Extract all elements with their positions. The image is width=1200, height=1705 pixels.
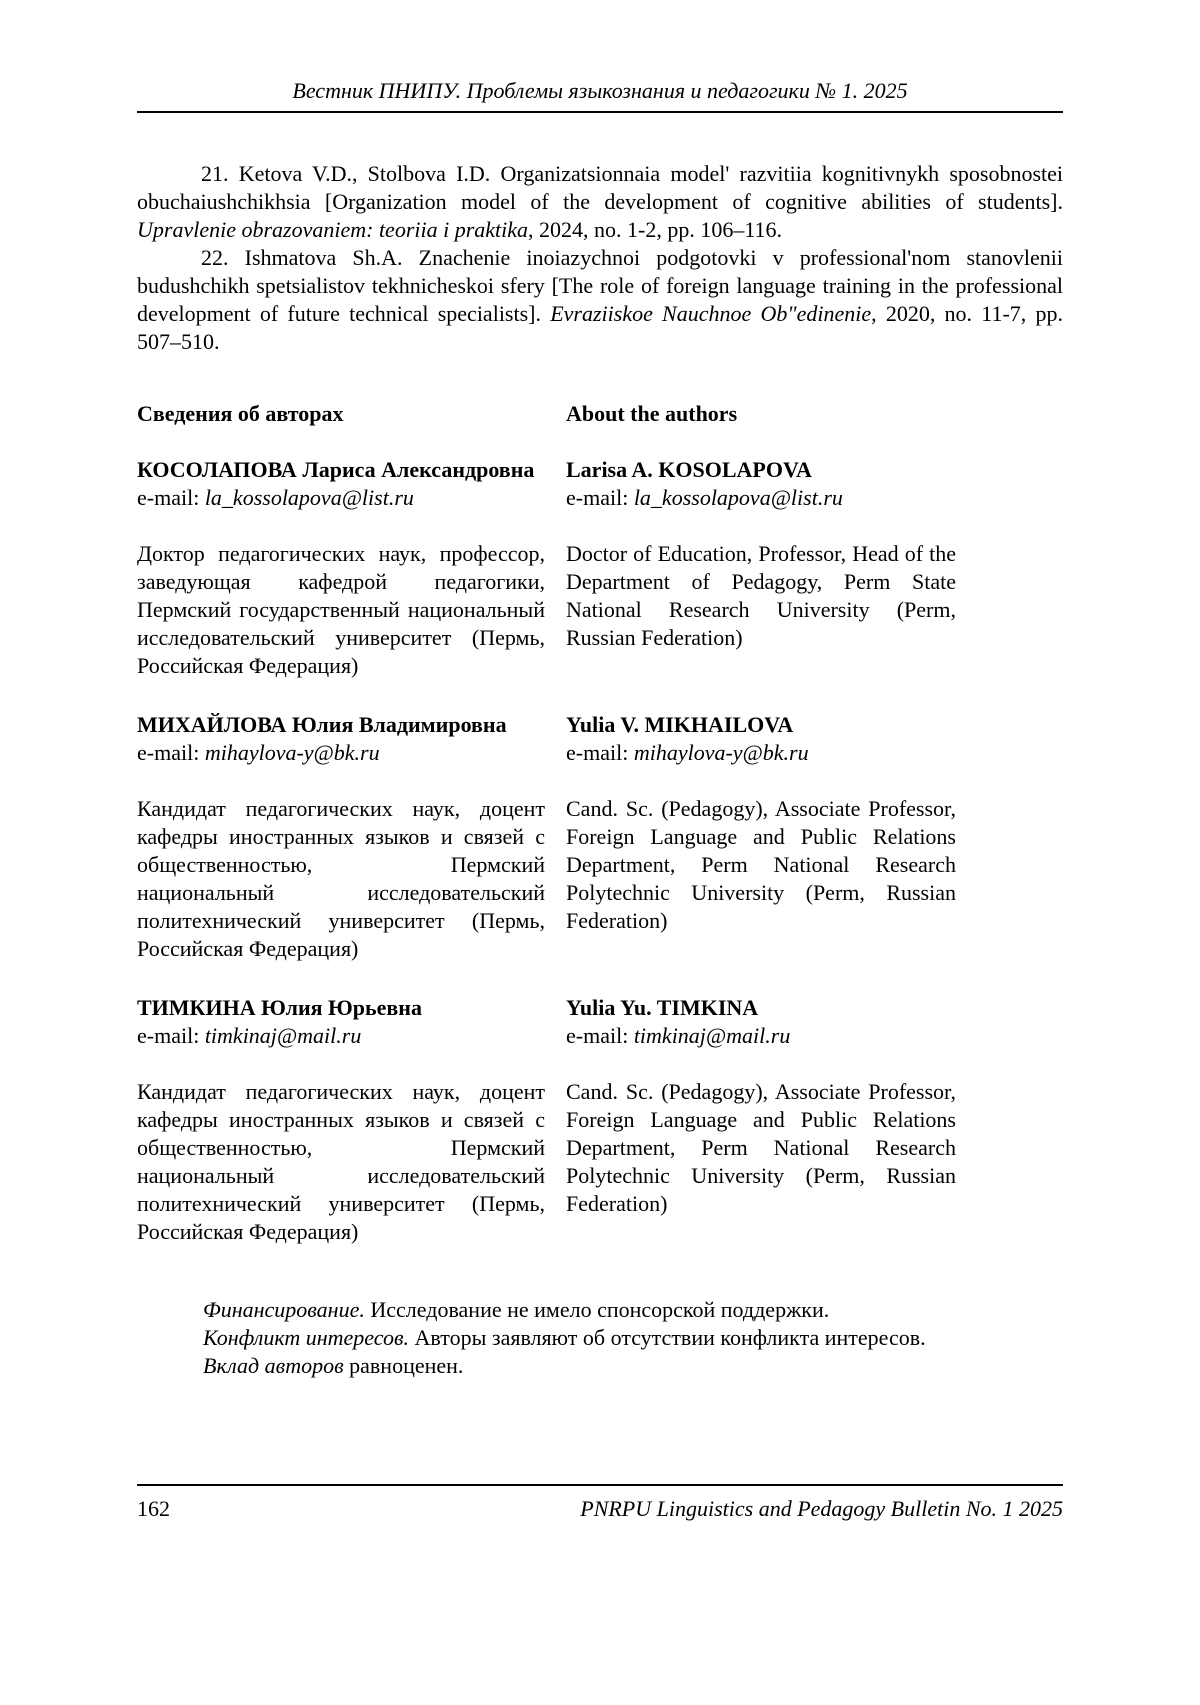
author-email-line-en bbox=[566, 739, 956, 767]
authors-heading-en: About the authors bbox=[566, 401, 738, 426]
email-label: e-mail: bbox=[137, 485, 205, 510]
email-label: e-mail: bbox=[566, 1023, 634, 1048]
author-name-ru: МИХАЙЛОВА Юлия Владимировна bbox=[137, 712, 507, 737]
author-name-ru: ТИМКИНА Юлия Юрьевна bbox=[137, 995, 422, 1020]
author-bio-en: Cand. Sc. (Pedagogy), Associate Professor, Foreign Language and Public Relations Department, Perm National Research Polytechnic University (Perm, Russian Federation) bbox=[566, 1079, 956, 1216]
reference-item bbox=[137, 244, 1063, 356]
footer-row bbox=[137, 1486, 1063, 1523]
author-email-line-ru bbox=[137, 1022, 545, 1050]
authors-section bbox=[137, 400, 1063, 1246]
author-name-en: Yulia V. MIKHAILOVA bbox=[566, 712, 794, 737]
author-name-en: Larisa A. KOSOLAPOVA bbox=[566, 457, 812, 482]
footer-journal-title: PNRPU Linguistics and Pedagogy Bulletin No. 1 2025 bbox=[580, 1496, 1063, 1521]
funding-lead: Конфликт интересов. bbox=[203, 1325, 410, 1350]
author-name-row bbox=[137, 711, 1063, 767]
funding-lead: Финансирование. bbox=[203, 1297, 365, 1322]
reference-source-title: Evraziiskoe Nauchnoe Ob"edinenie bbox=[550, 301, 872, 326]
reference-text: 22. Ishmatova Sh.A. Znachenie inoiazychnoi podgotovki v professional'nom stanovlenii budushchikh spetsialistov tekhnicheskoi sfery [The role of foreign language training in the professional development of future technical specialists]. bbox=[137, 245, 1063, 326]
funding-section bbox=[203, 1296, 1063, 1380]
author-name-en: Yulia Yu. TIMKINA bbox=[566, 995, 759, 1020]
author-bio-en: Cand. Sc. (Pedagogy), Associate Professor, Foreign Language and Public Relations Department, Perm National Research Polytechnic University (Perm, Russian Federation) bbox=[566, 796, 956, 933]
author-email-en: la_kossolapova@list.ru bbox=[633, 485, 843, 510]
conflict-of-interest-statement bbox=[203, 1324, 1063, 1352]
author-email-ru: la_kossolapova@list.ru bbox=[204, 485, 414, 510]
author-email-line-ru bbox=[137, 739, 545, 767]
authors-heading-row bbox=[137, 400, 1063, 428]
author-bio-row bbox=[137, 1078, 1063, 1246]
author-email-en: timkinaj@mail.ru bbox=[633, 1023, 791, 1048]
author-email-ru: timkinaj@mail.ru bbox=[204, 1023, 362, 1048]
reference-tail: , 2024, no. 1-2, pp. 106–116. bbox=[528, 217, 783, 242]
author-bio-ru: Кандидат педагогических наук, доцент кафедры иностранных языков и связей с общественностью, Пермский национальный исследовательский политехнический университет (Пермь, Российская Федерация) bbox=[137, 796, 545, 961]
references-section bbox=[137, 160, 1063, 356]
email-label: e-mail: bbox=[566, 485, 634, 510]
email-label: e-mail: bbox=[566, 740, 634, 765]
email-label: e-mail: bbox=[137, 740, 205, 765]
author-bio-ru: Доктор педагогических наук, профессор, заведующая кафедрой педагогики, Пермский государственный национальный исследовательский университет (Пермь, Российская Федерация) bbox=[137, 541, 545, 678]
author-email-ru: mihaylova-y@bk.ru bbox=[204, 740, 380, 765]
author-name-row bbox=[137, 456, 1063, 512]
email-label: e-mail: bbox=[137, 1023, 205, 1048]
journal-running-title: Вестник ПНИПУ. Проблемы языкознания и педагогики № 1. 2025 bbox=[292, 78, 908, 103]
reference-text: 21. Ketova V.D., Stolbova I.D. Organizatsionnaia model' razvitiia kognitivnykh sposobnostei obuchaiushchikhsia [Organization model of the development of cognitive abilities of students]. bbox=[137, 161, 1063, 214]
page-footer bbox=[137, 1484, 1063, 1523]
funding-text: Авторы заявляют об отсутствии конфликта интересов. bbox=[409, 1325, 926, 1350]
author-bio-row bbox=[137, 540, 1063, 680]
funding-text: равноценен. bbox=[343, 1353, 464, 1378]
author-email-line-en bbox=[566, 484, 956, 512]
author-bio-row bbox=[137, 795, 1063, 963]
author-email-line-ru bbox=[137, 484, 545, 512]
author-contribution-statement bbox=[203, 1352, 1063, 1380]
running-header bbox=[137, 78, 1063, 113]
authors-heading-ru: Сведения об авторах bbox=[137, 401, 344, 426]
reference-source-title: Upravlenie obrazovaniem: teoriia i praktika bbox=[137, 217, 529, 242]
author-email-line-en bbox=[566, 1022, 956, 1050]
header-divider bbox=[137, 111, 1063, 113]
author-email-en: mihaylova-y@bk.ru bbox=[633, 740, 809, 765]
page-number: 162 bbox=[137, 1496, 170, 1521]
reference-item bbox=[137, 160, 1063, 244]
author-name-ru: КОСОЛАПОВА Лариса Александровна bbox=[137, 457, 535, 482]
author-bio-en: Doctor of Education, Professor, Head of the Department of Pedagogy, Perm State National Research University (Perm, Russian Federation) bbox=[566, 541, 956, 650]
author-bio-ru: Кандидат педагогических наук, доцент кафедры иностранных языков и связей с общественностью, Пермский национальный исследовательский политехнический университет (Пермь, Российская Федерация) bbox=[137, 1079, 545, 1244]
funding-statement bbox=[203, 1296, 1063, 1324]
reference-tail: , 2020, no. 11-7, pp. 507–510. bbox=[137, 301, 1063, 354]
funding-text: Исследование не имело спонсорской поддержки. bbox=[364, 1297, 830, 1322]
author-name-row bbox=[137, 994, 1063, 1050]
funding-lead: Вклад авторов bbox=[203, 1353, 344, 1378]
